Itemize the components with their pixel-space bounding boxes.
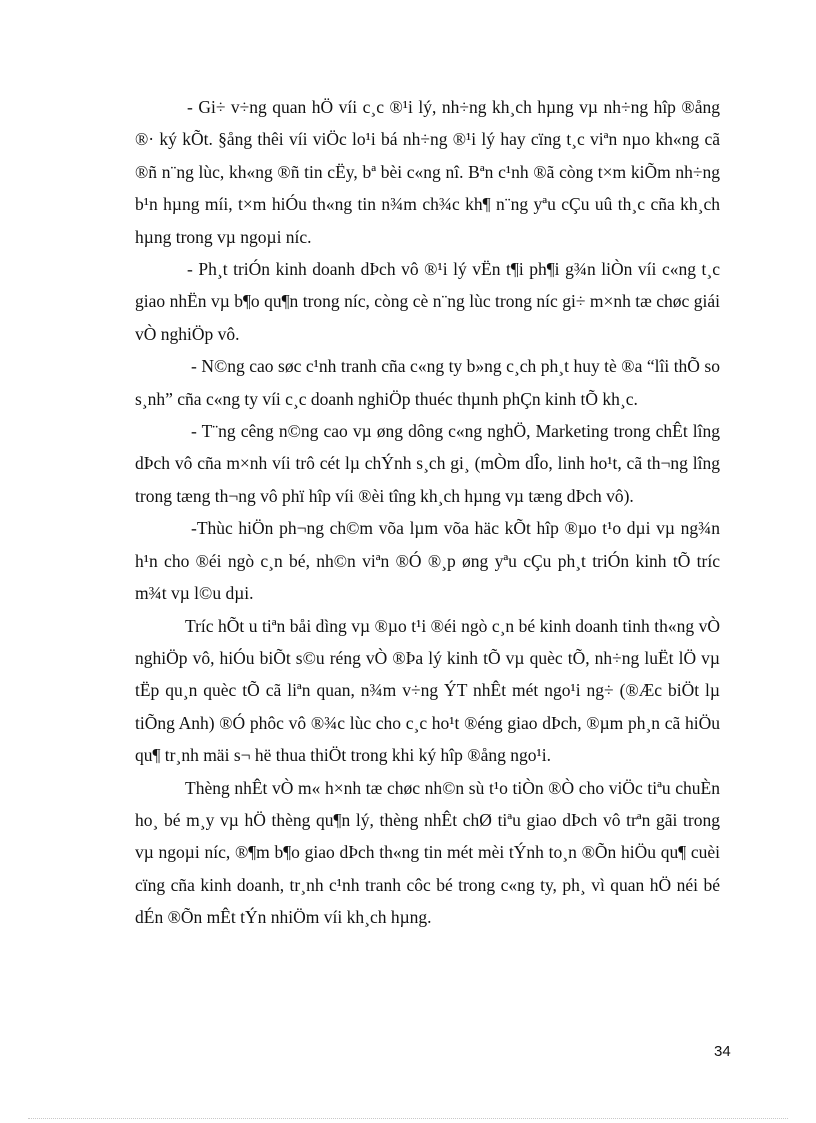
paragraph-5: -Thùc hiÖn ph¬ng ch©m võa lµm võa häc kÕt hîp ®µo t¹o dµi vµ ng¾n h¹n cho ®éi ngò c¸n bé, nh©n viªn ®Ó ®¸p øng yªu cÇu ph¸t triÓn kinh tÕ tríc m¾t vµ l©u dµi. bbox=[135, 518, 720, 604]
paragraph-6: Tríc hÕt u tiªn båi dìng vµ ®µo t¹i ®éi ngò c¸n bé kinh doanh tinh th«ng vÒ nghiÖp vô, hiÓu biÕt s©u réng vÒ ®Þa lý kinh tÕ vµ quèc tÕ, nh÷ng luËt lÖ vµ tËp qu¸n quèc tÕ cã liªn quan, n¾m v÷ng ÝT nhÊt mét ngo¹i ng÷ (®Æc biÖt lµ tiÕng Anh) ®Ó phôc vô ®¾c lùc cho c¸c ho¹t ®éng giao dÞch, ®µm ph¸n cã hiÖu qu¶ tr¸nh mäi s¬ hë thua thiÖt trong khi ký hîp ®ång ngo¹i. bbox=[135, 615, 720, 766]
page-number: 34 bbox=[714, 1043, 731, 1060]
paragraph-1: - Gi÷ v÷ng quan hÖ víi c¸c ®¹i lý, nh÷ng kh¸ch hµng vµ nh÷ng hîp ®ång ®· ký kÕt. §ång thêi víi viÖc lo¹i bá nh÷ng ®¹i lý hay cïng t¸c viªn nµo kh«ng cã ®ñ n¨ng lùc, kh«ng ®ñ tin cËy, bª bèi c«ng nî. Bªn c¹nh ®ã còng t×m kiÕm nh÷ng b¹n hµng míi, t×m hiÓu th«ng tin n¾m ch¾c kh¶ n¨ng yªu cÇu uû th¸c cña kh¸ch hµng trong vµ ngoµi níc. bbox=[135, 97, 720, 247]
paragraph-7: Thèng nhÊt vÒ m« h×nh tæ chøc nh©n sù t¹o tiÒn ®Ò cho viÖc tiªu chuÈn ho¸ bé m¸y vµ hÖ thèng qu¶n lý, thèng nhÊt chØ tiªu giao dÞch vô trªn gãi trong vµ ngoµi níc, ®¶m b¶o giao dÞch th«ng tin mét mèi tÝnh to¸n ®Õn hiÖu qu¶ cuèi cïng cña kinh doanh, tr¸nh c¹nh tranh côc bé trong c«ng ty, ph¸ vì quan hÖ néi bé dÉn ®Õn mÊt tÝn nhiÖm víi kh¸ch hµng. bbox=[135, 777, 720, 928]
body-text bbox=[135, 91, 720, 934]
footer-divider bbox=[28, 1118, 788, 1119]
paragraph-2: - Ph¸t triÓn kinh doanh dÞch vô ®¹i lý vËn t¶i ph¶i g¾n liÒn víi c«ng t¸c giao nhËn vµ b¶o qu¶n trong níc, còng cè n¨ng lùc trong níc gi÷ m×nh tæ chøc giái vÒ nghiÖp vô. bbox=[135, 259, 720, 344]
paragraph-3: - N©ng cao søc c¹nh tranh cña c«ng ty b»ng c¸ch ph¸t huy tè ®a “lîi thÕ so s¸nh” cña c«ng ty víi c¸c doanh nghiÖp thuéc thµnh phÇn kinh tÕ kh¸c. bbox=[135, 356, 720, 409]
paragraph-4: - T¨ng cêng n©ng cao vµ øng dông c«ng nghÖ, Marketing trong chÊt lîng dÞch vô cña m×nh víi trô cét lµ chÝnh s¸ch gi¸ (mÒm dÎo, linh ho¹t, cã th¬ng lîng trong tæng th¬ng vô phï hîp víi ®èi tîng kh¸ch hµng vµ tæng dÞch vô). bbox=[135, 421, 720, 506]
